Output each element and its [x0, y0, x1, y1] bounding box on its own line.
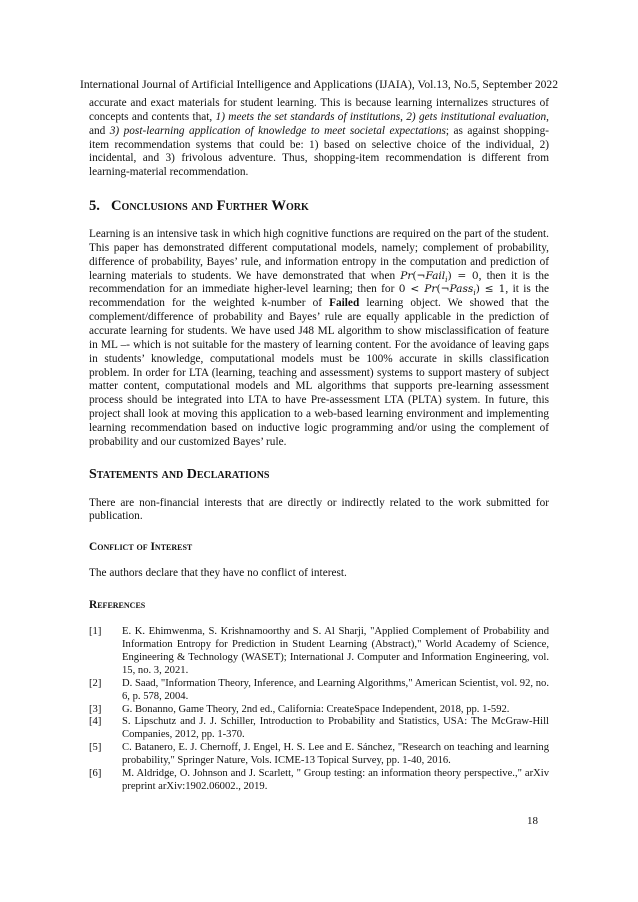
statements-paragraph: There are non-financial interests that are directly or indirectly related to the work submitted for publication.: [89, 496, 549, 523]
conclusions-text-1: Learning is an intensive task in which high cognitive functions are required on the part of the student. This paper has demonstrated different computational models, namely; complement of probability, difference of probability, Bayes’ rule, and information entropy in the computation and prediction of learning materials to students. We have demonstrated that when: [89, 228, 549, 282]
running-header: International Journal of Artificial Intelligence and Applications (IJAIA), Vol.13, No.5, September 2022: [79, 78, 559, 91]
reference-number: [4]: [89, 716, 102, 728]
intro-text-4: ; as against shopping-item recommendation systems that could be: 1) based on selective choice of the individual, 2) incidental, and 3) frivolous adventure. Thus, shopping-item recommendation is different from learning-material recommendation.: [89, 124, 549, 179]
reference-item: [89, 704, 549, 717]
intro-paragraph: [89, 97, 549, 180]
equation-pass: [398, 283, 506, 298]
page-number: 18: [527, 815, 538, 827]
eq2-var: Pass: [449, 283, 474, 296]
reference-number: [5]: [89, 742, 102, 754]
reference-text: G. Bonanno, Game Theory, 2nd ed., California: CreateSpace Independent, 2018, pp. 1-592.: [122, 703, 510, 715]
intro-italic-2: 2) gets institutional evaluation: [406, 110, 547, 123]
reference-number: [1]: [89, 626, 102, 638]
section-heading-conflict: Conflict of Interest: [89, 541, 193, 554]
equation-fail: [400, 270, 478, 282]
conclusions-text-2: , then it is the recommendation for an immediate higher-level learning; then for: [89, 269, 549, 296]
conflict-paragraph: The authors declare that they have no conflict of interest.: [89, 567, 347, 580]
reference-text: D. Saad, "Information Theory, Inference, and Learning Algorithms," American Scientist, vol. 92, no. 6, p. 578, 2004.: [122, 677, 549, 702]
keyword-failed: Failed: [329, 297, 360, 310]
reference-number: [6]: [89, 768, 102, 780]
section-heading-conclusions: [89, 198, 549, 214]
reference-item: [89, 742, 549, 768]
eq2-sub: i: [473, 288, 476, 298]
eq1-post: ) =: [447, 269, 467, 282]
section-heading-statements: Statements and Declarations: [89, 466, 270, 482]
eq1-op: (¬: [412, 269, 426, 282]
intro-text-1: accurate and exact materials for student learning. This is because learning internalizes structures of concepts and contents that,: [89, 97, 549, 123]
intro-text-2: ,: [400, 110, 407, 123]
reference-text: E. K. Ehimwenma, S. Krishnamoorthy and S. Al Sharji, "Applied Complement of Probability and Information Entropy for Prediction in Student Learning (Abstract)," World Academy of Science, Engineering & Technology (WASET); International J. Computer and Information Engineering, vol. 15, no. 3, 2021.: [122, 626, 549, 676]
intro-italic-3: 3) post-learning application of knowledge to meet societal expectations: [109, 124, 446, 137]
reference-number: [2]: [89, 677, 102, 689]
reference-item: [89, 768, 549, 794]
intro-italic-1: 1) meets the set standards of institutions: [215, 110, 401, 123]
reference-text: C. Batanero, E. J. Chernoff, J. Engel, H. S. Lee and E. Sánchez, "Research on teaching and learning probability," Springer Nature, Vols. ICME-13 Topical Survey, pp. 1-40, 2016.: [122, 742, 549, 767]
conclusions-text-4: learning object. We showed that the complement/difference of probability and Bayes’ rule are equally applicable in the prediction of accurate learning for students. We have used J48 ML algorithm to show misclassification of feature in ML –- which is not suitable for the mastery of learning content. For the avoidance of leaving gaps in students’ knowledge, computational models must be 100% accurate in skills classification problem. In order for LTA (learning, teaching and assessment) systems to support mastery of subject matter content, computational models and ML algorithms that supports pre-learning assessment process should be integrated into LTA to have Pre-assessment LTA (PLTA) system. In future, this project shall look at moving this application to a web-based learning environment and implementing learning recommendation based on inductive logic programming and/or using the complement of probability and our customized Bayes’ rule.: [89, 297, 549, 448]
eq1-rhs: 0: [471, 269, 479, 282]
section-heading-references: References: [89, 599, 146, 612]
reference-item: [89, 678, 549, 704]
eq2-post: ) ≤ 1: [475, 283, 506, 296]
eq2-pr: Pr: [424, 283, 437, 296]
page-content: [89, 97, 549, 794]
eq1-sub: i: [445, 274, 448, 284]
reference-item: [89, 716, 549, 742]
reference-item: [89, 626, 549, 678]
reference-list: [89, 626, 549, 794]
eq2-op: (¬: [436, 283, 450, 296]
eq1-pr: Pr: [400, 269, 413, 282]
reference-text: M. Aldridge, O. Johnson and J. Scarlett, " Group testing: an information theory perspective.," arXiv preprint arXiv:1902.06002., 2019.: [122, 768, 549, 792]
eq2-lhs: 0 <: [398, 283, 420, 296]
reference-text: S. Lipschutz and J. J. Schiller, Introduction to Probability and Statistics, USA: The McGraw-Hill Companies, 2012, pp. 1-370.: [122, 716, 549, 741]
intro-text-3: , and: [89, 110, 549, 137]
eq1-var: Fail: [425, 269, 446, 282]
reference-number: [3]: [89, 703, 102, 715]
conclusions-text-3: , it is the recommendation for the weighted k-number of: [89, 283, 550, 310]
conclusions-paragraph: [89, 228, 549, 450]
section-title: Conclusions and Further Work: [111, 198, 309, 215]
section-number: 5.: [89, 198, 100, 215]
